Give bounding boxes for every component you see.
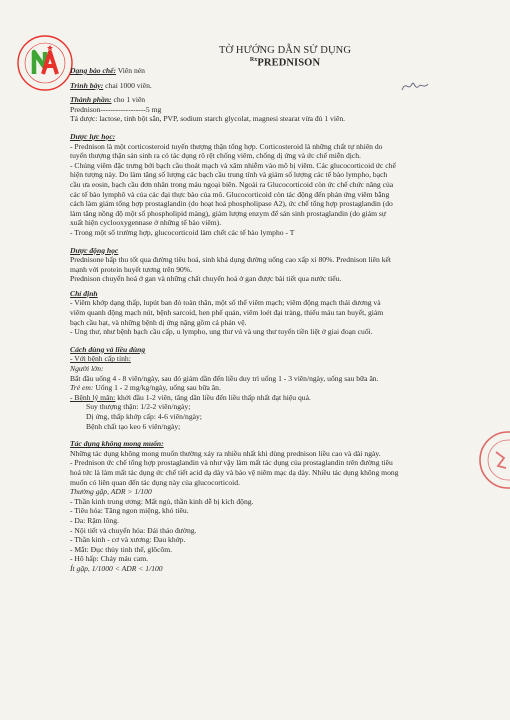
adverse-item: - Thần kinh - cơ và xương: Đau khớp. — [70, 535, 186, 545]
adverse-heading: Tác dụng không mong muốn: — [70, 439, 164, 449]
dosage-form-label: Dạng bào chế: — [70, 66, 116, 75]
pharmacodynamics-heading: Dược lực học: — [70, 131, 116, 141]
acute-label: - Với bệnh cấp tính: — [70, 354, 131, 364]
rx-mark: Rx — [249, 57, 258, 63]
text-line: mạnh với protein huyết tương trên 90%. — [70, 264, 193, 274]
pharmacokinetics-text — [70, 255, 488, 284]
text-line: - Prednison ức chế tổng hợp prostaglandin và như vậy làm mất tác dụng của prostaglandin trên đường tiêu — [70, 458, 393, 468]
pharmacy-logo — [14, 32, 76, 94]
text-line: hoá tức là làm mất tác dụng ức chế tiết acid dạ dày và bảo vệ niêm mạc dạ dày. Nhiều tác dụng không mong — [70, 467, 399, 477]
text-line: Prednisone hấp thu tốt qua đường tiêu hoá, sinh khả dụng đường uống cao xấp xỉ 80%. Prednison liên kết — [70, 255, 392, 265]
presentation-label: Trình bày: — [70, 80, 104, 90]
sub-dosage: Dị ứng, thấp khớp cấp: 4-6 viên/ngày; — [86, 412, 202, 421]
common-heading: Thường gặp, ADR > 1/100 — [70, 487, 152, 497]
indications-heading: Chỉ định — [70, 288, 98, 298]
text-line: bạch cầu hạt, và những bệnh dị ứng nặng gồm cả phản vệ. — [70, 317, 247, 327]
text-line: viêm quanh động mạch nút, bệnh sarcoid, hen phế quản, viêm loét đại tràng, thiếu máu tan huyết, giảm — [70, 308, 384, 318]
adverse-item: - Mắt: Đục thủy tinh thể, glôcôm. — [70, 544, 173, 554]
document-title: TỜ HƯỚNG DẪN SỬ DỤNG — [218, 45, 352, 56]
composition-line-2: Tá dược: lactose, tinh bột sắn, PVP, sodium starch glycolat, magnesi stearat vừa đủ 1 viên. — [70, 114, 346, 124]
text-line: cách làm giảm tổng hợp prostaglandin (do hoạt hoá phospholipase A2), ức chế tổng hợp prostaglandin (do — [70, 199, 393, 209]
dosage-heading: Cách dùng và liều dùng — [70, 344, 146, 354]
text-line: - Trong một số trường hợp, glucocorticoid làm chết các tế bào lympho - T — [70, 227, 295, 237]
composition-value: cho 1 viên — [111, 95, 146, 105]
text-line: muốn có liên quan đến tác dụng này của glucocorticoid. — [70, 477, 240, 487]
document-body — [70, 66, 488, 574]
text-line: hiện tượng này. Do làm tăng số lượng các bạch cầu trung tính và giảm số lượng các tế bào lympho, bạch — [70, 170, 388, 180]
child-dosage: Uống 1 - 2 mg/kg/ngày, uống sau bữa ăn. — [93, 383, 221, 393]
adverse-item: - Da: Rậm lông. — [70, 515, 119, 525]
text-line: tuyến thượng thận sản sinh ra có tác dụng rõ rệt chống viêm, chống dị ứng và ức chế miễn dịch. — [70, 151, 361, 161]
adverse-item: - Thần kinh trung ương: Mất ngủ, thần kinh dễ bị kích động. — [70, 496, 254, 506]
text-line: Prednison chuyển hoá ở gan và những chất chuyển hoá ở gan được bài tiết qua nước tiểu. — [70, 274, 342, 284]
sub-dosage: Suy thượng thận: 1/2-2 viên/ngày; — [86, 402, 191, 412]
text-line: - Viêm khớp dạng thấp, lupút ban đỏ toàn thân, một số thể viêm mạch; viêm động mạch thái dương và — [70, 298, 381, 308]
adult-dosage: Bắt đầu uống 4 - 8 viên/ngày, sau đó giảm dần đến liều duy trì uống 1 - 3 viên/ngày, uống sau bữa ăn. — [70, 373, 379, 383]
drug-name-text: PREDNISON — [257, 57, 321, 69]
adverse-text — [70, 449, 488, 487]
text-line: - Chúng viêm đặc trưng bởi bạch cầu thoát mạch và xâm nhiễm vào mô bị viêm. Các glucocorticoid ức chế — [70, 160, 396, 170]
dosage-form-value: Viên nén — [115, 66, 145, 75]
chronic-dosage: khởi đầu 1-2 viên, tăng dần liều đến liều thấp nhất đạt hiệu quả. — [115, 392, 311, 402]
indications-text — [70, 298, 488, 336]
adverse-item: - Hô hấp: Chảy máu cam. — [70, 554, 149, 564]
sub-dosage: Bệnh chất tạo keo 6 viên/ngày; — [86, 421, 181, 431]
text-line: Những tác dụng không mong muốn thường xảy ra nhiều nhất khi dùng prednison liều cao và dài ngày. — [70, 448, 381, 458]
child-label: Trẻ em: — [70, 383, 94, 393]
adverse-item: - Nội tiết và chuyển hóa: Đái tháo đường. — [70, 525, 197, 535]
presentation-value: chai 1000 viên. — [103, 80, 152, 90]
text-line: các tế bào lymphô và của các đại thực bào của mô. Glucocorticoid còn tác động đến phản ứng viêm bằng — [70, 189, 390, 199]
composition-label: Thành phần: — [70, 95, 112, 105]
text-line: - Prednison là một corticosteroid tuyến thượng thận tổng hợp. Corticosteroid là những chất tự nhiên do — [70, 141, 383, 151]
text-line: làm tăng nồng độ một số phospholipid màng), giảm lượng enzym để sản sinh prostaglandin (do giảm sự — [70, 208, 386, 218]
composition-line-1: Prednison------------------5 mg — [70, 104, 162, 114]
text-line: cầu ưa eosin, bạch cầu đơn nhân trong máu ngoại biên. Ngoài ra Glucocorticoid còn ức chế chức năng của — [70, 179, 394, 189]
chronic-label: - Bệnh lý mãn: — [70, 392, 116, 402]
adverse-item: - Tiêu hóa: Tăng ngon miệng, khó tiêu. — [70, 506, 189, 516]
text-line: xuất hiện cyclooxygennase ở những tế bào viêm). — [70, 218, 222, 228]
pharmacokinetics-heading: Dược động học — [70, 245, 119, 255]
uncommon-heading: Ít gặp, 1/1000 < ADR < 1/100 — [70, 563, 163, 573]
text-line: - Ung thư, như bệnh bạch cầu cấp, u lympho, ung thư vú và ung thư tuyến tiền liệt ở giai đoạn cuối. — [70, 327, 373, 337]
adult-label: Người lớn: — [70, 364, 104, 374]
pharmacodynamics-text — [70, 142, 488, 238]
